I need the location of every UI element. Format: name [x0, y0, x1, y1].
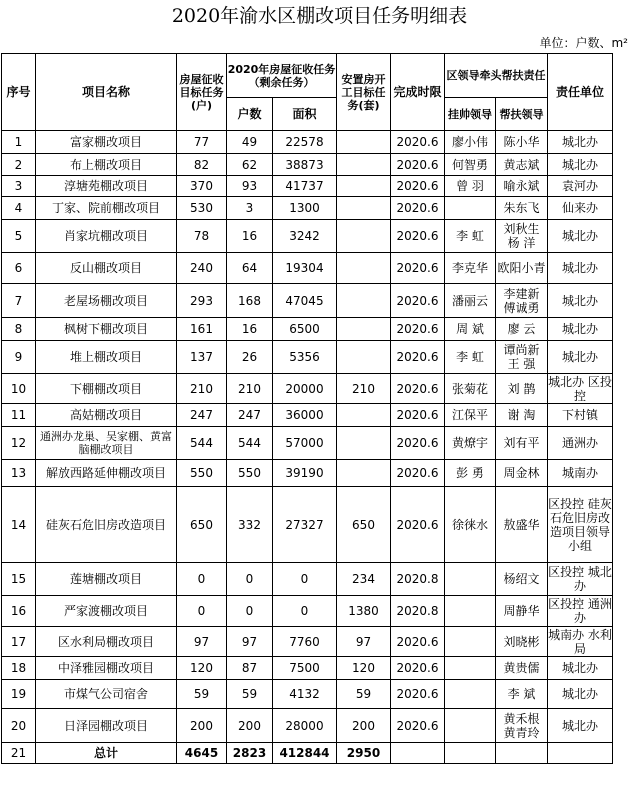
- cell-name: 肖家坑棚改项目: [36, 220, 177, 253]
- cell-seq: 20: [2, 709, 36, 743]
- header-leaders: 区领导牵头帮扶责任: [445, 54, 548, 98]
- cell-commander: [445, 709, 496, 743]
- cell-assist: 谭尚新 王 强: [496, 341, 548, 374]
- table-row: [2, 341, 613, 374]
- cell-target: 650: [177, 487, 227, 563]
- cell-target: 97: [177, 627, 227, 657]
- cell-target: 293: [177, 284, 227, 318]
- cell-resettle: [337, 253, 391, 284]
- cell-deadline: [391, 743, 445, 764]
- cell-area: 0: [273, 596, 337, 627]
- cell-name: 反山棚改项目: [36, 253, 177, 284]
- cell-seq: 2: [2, 154, 36, 176]
- cell-deadline: 2020.8: [391, 563, 445, 596]
- cell-seq: 11: [2, 404, 36, 427]
- cell-name: 下棚棚改项目: [36, 374, 177, 404]
- cell-commander: 江保平: [445, 404, 496, 427]
- cell-resettle: [337, 427, 391, 460]
- cell-commander: [445, 680, 496, 709]
- cell-name: 解放西路延伸棚改项目: [36, 460, 177, 487]
- cell-area: 47045: [273, 284, 337, 318]
- table-row: [2, 680, 613, 709]
- cell-assist: 喻永斌: [496, 176, 548, 197]
- cell-area: 22578: [273, 131, 337, 154]
- cell-seq: 14: [2, 487, 36, 563]
- cell-deadline: 2020.6: [391, 318, 445, 341]
- cell-target: 77: [177, 131, 227, 154]
- cell-unit: 区投控 城北办: [548, 563, 613, 596]
- cell-resettle: 59: [337, 680, 391, 709]
- cell-households: 210: [227, 374, 273, 404]
- cell-households: 247: [227, 404, 273, 427]
- table-row: [2, 709, 613, 743]
- cell-households: 200: [227, 709, 273, 743]
- cell-unit: 城北办: [548, 284, 613, 318]
- cell-commander: [445, 657, 496, 680]
- table-row: [2, 487, 613, 563]
- cell-seq: 1: [2, 131, 36, 154]
- cell-area: 7500: [273, 657, 337, 680]
- cell-deadline: 2020.6: [391, 627, 445, 657]
- cell-unit: 下村镇: [548, 404, 613, 427]
- cell-deadline: 2020.6: [391, 487, 445, 563]
- cell-resettle: 234: [337, 563, 391, 596]
- cell-deadline: 2020.6: [391, 374, 445, 404]
- cell-name: 中泽雅园棚改项目: [36, 657, 177, 680]
- cell-households: 97: [227, 627, 273, 657]
- cell-name: 布上棚改项目: [36, 154, 177, 176]
- total-row: [2, 743, 613, 764]
- cell-deadline: 2020.6: [391, 220, 445, 253]
- cell-assist: 黄禾根 黄青玲: [496, 709, 548, 743]
- header-resettle: 安置房开工目标任务(套): [337, 54, 391, 131]
- cell-seq: 6: [2, 253, 36, 284]
- cell-assist: 杨绍文: [496, 563, 548, 596]
- header-households: 户数: [227, 98, 273, 131]
- cell-name: 丁家、院前棚改项目: [36, 197, 177, 220]
- cell-resettle: [337, 154, 391, 176]
- cell-area: 0: [273, 563, 337, 596]
- cell-households: 0: [227, 596, 273, 627]
- cell-deadline: 2020.6: [391, 404, 445, 427]
- cell-unit: 区投控 硅灰石危旧房改造项目领导小组: [548, 487, 613, 563]
- cell-unit: 城北办: [548, 341, 613, 374]
- cell-households: 2823: [227, 743, 273, 764]
- cell-unit: 区投控 通洲办: [548, 597, 612, 625]
- cell-deadline: 2020.6: [391, 709, 445, 743]
- cell-name: 总计: [36, 743, 177, 764]
- cell-area: 57000: [273, 427, 337, 460]
- table-row: [2, 404, 613, 427]
- table-row: [2, 596, 613, 627]
- header-commander: 挂帅领导: [445, 98, 496, 131]
- cell-area: 19304: [273, 253, 337, 284]
- table-row: [2, 220, 613, 253]
- cell-area: 38873: [273, 154, 337, 176]
- cell-target: 240: [177, 253, 227, 284]
- cell-target: 78: [177, 220, 227, 253]
- cell-households: 3: [227, 197, 273, 220]
- cell-assist: 陈小华: [496, 131, 548, 154]
- cell-target: 544: [177, 427, 227, 460]
- header-remaining: 2020年房屋征收任务（剩余任务）: [227, 54, 337, 98]
- cell-households: 0: [227, 563, 273, 596]
- cell-target: 0: [177, 563, 227, 596]
- cell-resettle: 97: [337, 627, 391, 657]
- table-row: [2, 154, 613, 176]
- cell-name: 严家渡棚改项目: [36, 596, 177, 627]
- cell-seq: 9: [2, 341, 36, 374]
- cell-seq: 15: [2, 563, 36, 596]
- cell-unit: 城北办: [548, 220, 613, 253]
- cell-commander: 李克华: [445, 253, 496, 284]
- cell-resettle: 120: [337, 657, 391, 680]
- table-row: [2, 131, 613, 154]
- cell-commander: 李 虹: [445, 220, 496, 253]
- cell-commander: 何智勇: [445, 154, 496, 176]
- cell-name: 通洲办龙巢、吴家棚、黄富脑棚改项目: [36, 427, 177, 460]
- cell-name: 硅灰石危旧房改造项目: [36, 487, 177, 563]
- cell-target: 530: [177, 197, 227, 220]
- table-row: [2, 176, 613, 197]
- cell-deadline: 2020.6: [391, 253, 445, 284]
- cell-households: 64: [227, 253, 273, 284]
- cell-assist: 刘晓彬: [496, 627, 548, 657]
- cell-households: 550: [227, 460, 273, 487]
- cell-assist: 黄贵儒: [496, 657, 548, 680]
- cell-commander: 徐徕水: [445, 487, 496, 563]
- cell-resettle: [337, 341, 391, 374]
- cell-seq: 3: [2, 176, 36, 197]
- header-deadline: 完成时限: [391, 54, 445, 131]
- cell-deadline: 2020.6: [391, 176, 445, 197]
- cell-commander: [445, 743, 496, 764]
- cell-target: 200: [177, 709, 227, 743]
- cell-name: 高姑棚改项目: [36, 404, 177, 427]
- cell-households: 62: [227, 154, 273, 176]
- cell-commander: [445, 596, 496, 627]
- cell-area: 41737: [273, 176, 337, 197]
- cell-resettle: [337, 176, 391, 197]
- cell-name: 莲塘棚改项目: [36, 563, 177, 596]
- cell-households: 49: [227, 131, 273, 154]
- table-row: [2, 657, 613, 680]
- table-row: [2, 284, 613, 318]
- header-seq: 序号: [2, 54, 36, 131]
- cell-households: 26: [227, 341, 273, 374]
- cell-seq: 13: [2, 460, 36, 487]
- cell-assist: 刘秋生 杨 洋: [496, 220, 548, 253]
- table-row: [2, 427, 613, 460]
- cell-assist: 敖盛华: [496, 487, 548, 563]
- cell-area: 1300: [273, 197, 337, 220]
- cell-commander: 廖小伟: [445, 131, 496, 154]
- cell-seq: 19: [2, 680, 36, 709]
- header-area: 面积: [273, 98, 337, 131]
- cell-unit: 城南办: [548, 460, 613, 487]
- cell-target: 120: [177, 657, 227, 680]
- cell-deadline: 2020.6: [391, 460, 445, 487]
- cell-area: 6500: [273, 318, 337, 341]
- cell-seq: 12: [2, 427, 36, 460]
- cell-deadline: 2020.6: [391, 197, 445, 220]
- cell-resettle: 2950: [337, 743, 391, 764]
- project-table: [1, 53, 613, 764]
- cell-target: 137: [177, 341, 227, 374]
- cell-target: 210: [177, 374, 227, 404]
- cell-assist: 谢 淘: [496, 404, 548, 427]
- header-assist: 帮扶领导: [496, 98, 548, 131]
- cell-name: 市煤气公司宿舍: [36, 680, 177, 709]
- cell-commander: 张菊花: [445, 374, 496, 404]
- cell-assist: 廖 云: [496, 318, 548, 341]
- cell-commander: 周 斌: [445, 318, 496, 341]
- cell-unit: 城南办 水利局: [548, 627, 612, 656]
- cell-assist: 刘有平: [496, 427, 548, 460]
- cell-area: 39190: [273, 460, 337, 487]
- header-target: 房屋征收目标任务(户): [177, 54, 227, 131]
- cell-assist: [496, 743, 548, 764]
- cell-seq: 7: [2, 284, 36, 318]
- unit-note: 单位：户数、m²: [539, 36, 628, 50]
- cell-commander: 黄燎宇: [445, 427, 496, 460]
- cell-commander: [445, 563, 496, 596]
- cell-name: 淳塘苑棚改项目: [36, 176, 177, 197]
- cell-resettle: 210: [337, 374, 391, 404]
- cell-area: 3242: [273, 220, 337, 253]
- header-unit: 责任单位: [548, 54, 613, 131]
- cell-deadline: 2020.6: [391, 427, 445, 460]
- cell-unit: 城北办 区投控: [548, 374, 612, 403]
- table-row: [2, 318, 613, 341]
- cell-target: 370: [177, 176, 227, 197]
- cell-households: 93: [227, 176, 273, 197]
- cell-unit: 城北办: [548, 154, 613, 176]
- cell-seq: 17: [2, 627, 36, 657]
- cell-unit: 城北办: [548, 709, 613, 743]
- cell-commander: 彭 勇: [445, 460, 496, 487]
- cell-assist: 朱东飞: [496, 197, 548, 220]
- cell-name: 堆上棚改项目: [36, 341, 177, 374]
- cell-name: 富家棚改项目: [36, 131, 177, 154]
- cell-deadline: 2020.6: [391, 657, 445, 680]
- cell-deadline: 2020.6: [391, 680, 445, 709]
- cell-area: 20000: [273, 374, 337, 404]
- cell-unit: 城北办: [548, 680, 613, 709]
- cell-name: 日泽园棚改项目: [36, 709, 177, 743]
- cell-area: 27327: [273, 487, 337, 563]
- cell-assist: 欧阳小青: [496, 253, 548, 284]
- cell-resettle: [337, 284, 391, 318]
- cell-unit: [548, 743, 613, 764]
- cell-unit: 通洲办: [548, 427, 613, 460]
- cell-target: 82: [177, 154, 227, 176]
- cell-deadline: 2020.8: [391, 596, 445, 627]
- cell-resettle: 650: [337, 487, 391, 563]
- cell-households: 16: [227, 318, 273, 341]
- cell-households: 16: [227, 220, 273, 253]
- cell-seq: 16: [2, 596, 36, 627]
- cell-deadline: 2020.6: [391, 284, 445, 318]
- cell-households: 544: [227, 427, 273, 460]
- cell-seq: 10: [2, 374, 36, 404]
- cell-area: 4132: [273, 680, 337, 709]
- cell-target: 4645: [177, 743, 227, 764]
- cell-seq: 18: [2, 657, 36, 680]
- header-name: 项目名称: [36, 54, 177, 131]
- cell-name: 老屋场棚改项目: [36, 284, 177, 318]
- cell-assist: 李 斌: [496, 680, 548, 709]
- cell-target: 550: [177, 460, 227, 487]
- table-row: [2, 374, 613, 404]
- table-row: [2, 253, 613, 284]
- cell-unit: 城北办: [548, 657, 613, 680]
- cell-assist: 周静华: [496, 596, 548, 627]
- cell-area: 5356: [273, 341, 337, 374]
- cell-deadline: 2020.6: [391, 131, 445, 154]
- cell-commander: 曾 羽: [445, 176, 496, 197]
- cell-area: 7760: [273, 627, 337, 657]
- cell-area: 412844: [273, 743, 337, 764]
- cell-seq: 8: [2, 318, 36, 341]
- table-row: [2, 197, 613, 220]
- cell-assist: 李建新 傅诚勇: [496, 284, 548, 318]
- table-title: 2020年渝水区棚改项目任务明细表: [171, 5, 468, 27]
- cell-resettle: 200: [337, 709, 391, 743]
- cell-commander: [445, 197, 496, 220]
- cell-assist: 周金林: [496, 460, 548, 487]
- cell-unit: 城北办: [548, 253, 613, 284]
- cell-resettle: [337, 197, 391, 220]
- cell-households: 332: [227, 487, 273, 563]
- cell-seq: 4: [2, 197, 36, 220]
- cell-commander: 李 虹: [445, 341, 496, 374]
- cell-unit: 城北办: [548, 318, 613, 341]
- cell-deadline: 2020.6: [391, 341, 445, 374]
- table-row: [2, 627, 613, 657]
- cell-target: 59: [177, 680, 227, 709]
- cell-households: 168: [227, 284, 273, 318]
- cell-target: 0: [177, 596, 227, 627]
- cell-resettle: [337, 460, 391, 487]
- cell-resettle: [337, 131, 391, 154]
- cell-deadline: 2020.6: [391, 154, 445, 176]
- cell-unit: 城北办: [548, 131, 613, 154]
- cell-resettle: [337, 220, 391, 253]
- cell-households: 87: [227, 657, 273, 680]
- cell-assist: 黄志斌: [496, 154, 548, 176]
- cell-target: 161: [177, 318, 227, 341]
- cell-resettle: 1380: [337, 596, 391, 627]
- cell-area: 36000: [273, 404, 337, 427]
- cell-unit: 仙来办: [548, 197, 613, 220]
- cell-name: 区水利局棚改项目: [36, 627, 177, 657]
- table-row: [2, 460, 613, 487]
- cell-resettle: [337, 318, 391, 341]
- cell-commander: [445, 627, 496, 657]
- cell-seq: 5: [2, 220, 36, 253]
- cell-households: 59: [227, 680, 273, 709]
- cell-commander: 潘丽云: [445, 284, 496, 318]
- cell-resettle: [337, 404, 391, 427]
- cell-unit: 袁河办: [548, 176, 613, 197]
- cell-name: 枫树下棚改项目: [36, 318, 177, 341]
- cell-target: 247: [177, 404, 227, 427]
- cell-area: 28000: [273, 709, 337, 743]
- cell-assist: 刘 鹊: [496, 374, 548, 404]
- cell-seq: 21: [2, 743, 36, 764]
- table-row: [2, 563, 613, 596]
